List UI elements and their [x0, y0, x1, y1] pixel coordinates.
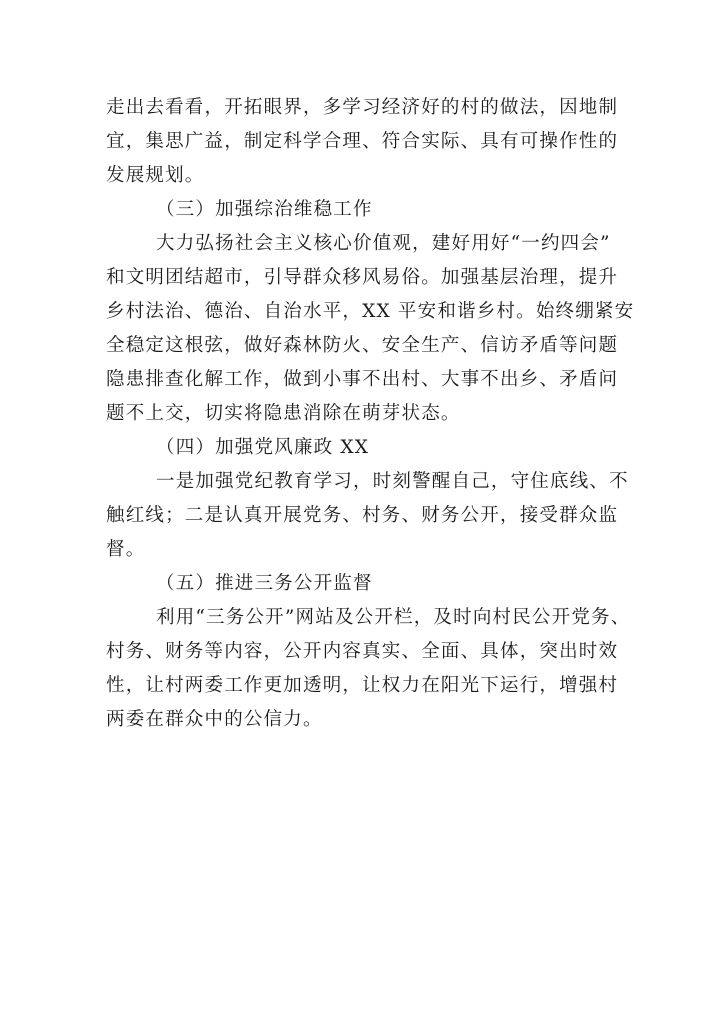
paragraph-line: 村务、财务等内容，公开内容真实、全面、具体，突出时效	[106, 641, 619, 662]
paragraph-line: 两委在群众中的公信力。	[106, 709, 323, 730]
paragraph-line: 利用“三务公开”网站及公开栏，及时向村民公开党务、	[156, 607, 631, 628]
paragraph-line: 走出去看看，开拓眼界，多学习经济好的村的做法，因地制	[106, 97, 619, 118]
section-heading-5: （五）推进三务公开监督	[156, 573, 373, 594]
paragraph-line: 宜，集思广益，制定科学合理、符合实际、具有可操作性的	[106, 131, 619, 152]
paragraph-line: 题不上交，切实将隐患消除在萌芽状态。	[106, 403, 461, 424]
paragraph-line: 一是加强党纪教育学习，时刻警醒自己，守住底线、不	[156, 471, 629, 492]
section-heading-3: （三）加强综治维稳工作	[156, 199, 373, 220]
paragraph-line: 发展规划。	[106, 165, 205, 186]
paragraph-line: 性，让村两委工作更加透明，让权力在阳光下运行，增强村	[106, 675, 619, 696]
paragraph-line: 大力弘扬社会主义核心价值观，建好用好“一约四会”	[156, 233, 611, 254]
paragraph-line: 乡村法治、德治、自治水平，XX 平安和谐乡村。始终绷紧安	[106, 301, 635, 322]
paragraph-line: 全稳定这根弦，做好森林防火、安全生产、信访矛盾等问题	[106, 335, 619, 356]
paragraph-line: 和文明团结超市，引导群众移风易俗。加强基层治理，提升	[106, 267, 619, 288]
paragraph-line: 督。	[106, 539, 146, 560]
section-heading-4: （四）加强党风廉政 XX	[156, 437, 370, 458]
paragraph-line: 隐患排查化解工作，做到小事不出村、大事不出乡、矛盾问	[106, 369, 619, 390]
paragraph-line: 触红线；二是认真开展党务、村务、财务公开，接受群众监	[106, 505, 619, 526]
